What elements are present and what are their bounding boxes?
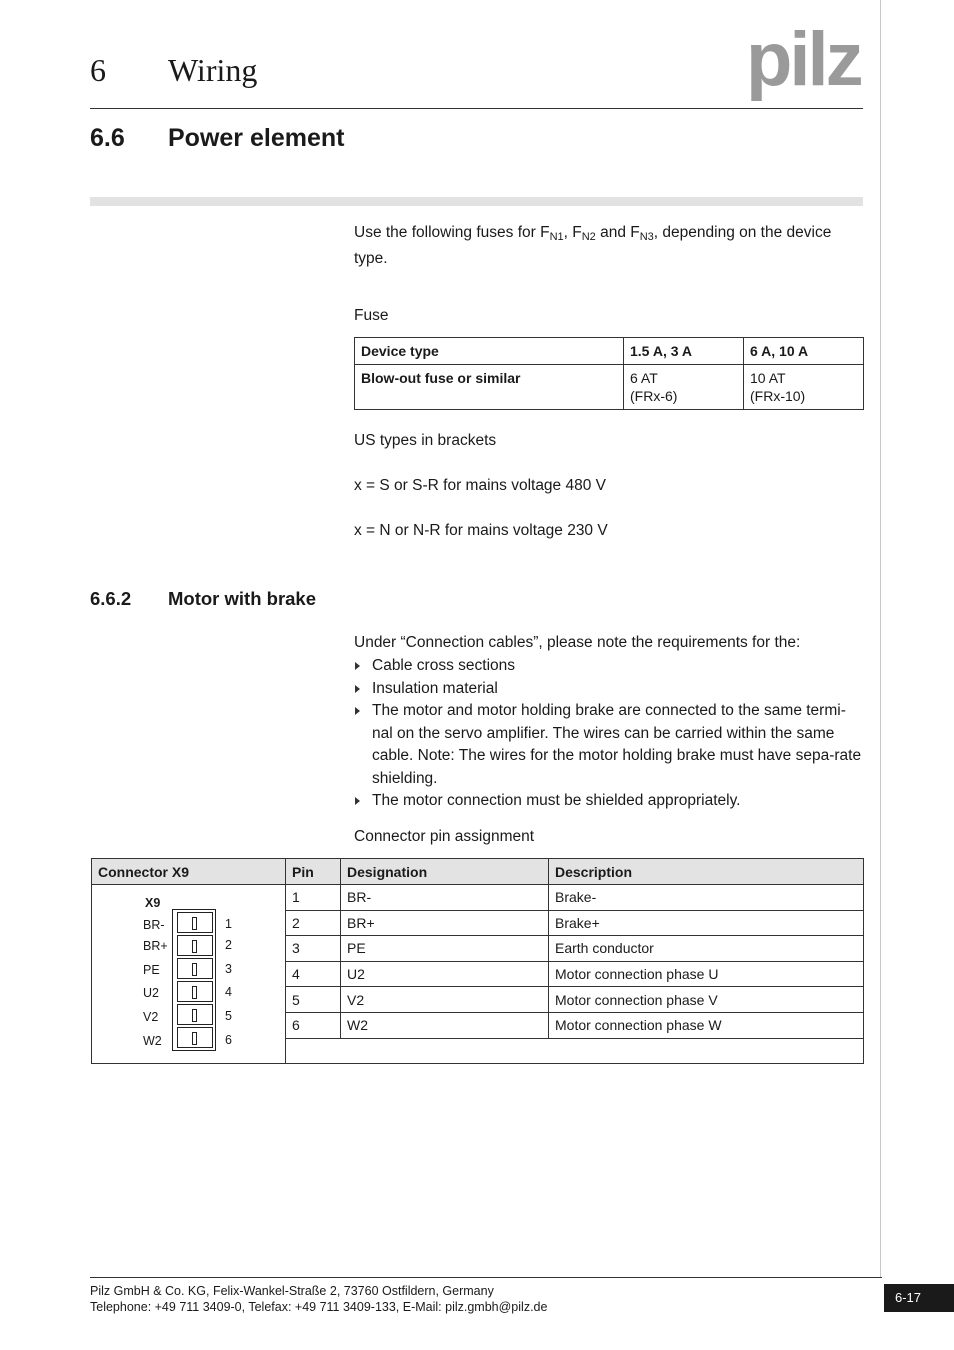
signal-label: BR-	[143, 918, 165, 932]
table-cell: 4	[286, 961, 341, 987]
pin-contact	[192, 986, 197, 999]
table-header-cell: Connector X9	[92, 859, 286, 885]
pin-contact	[192, 917, 197, 930]
table-header-cell: Device type	[355, 338, 624, 365]
table-cell: Blow-out fuse or similar	[355, 365, 624, 410]
list-item: Cable cross sections	[354, 655, 864, 678]
footer-rule	[90, 1277, 882, 1278]
connector-slot	[177, 935, 213, 956]
signal-label: W2	[143, 1034, 162, 1048]
table-cell: 6	[286, 1012, 341, 1038]
pin-number: 2	[225, 938, 232, 952]
pin-contact	[192, 940, 197, 953]
pin-caption: Connector pin assignment	[354, 828, 535, 845]
table-header-cell: Designation	[341, 859, 549, 885]
note-230v: x = N or N-R for mains voltage 230 V	[354, 522, 608, 539]
footer-address: Pilz GmbH & Co. KG, Felix-Wankel-Straße 2, 73760 Ostfildern, Germany Telephone: +49 711 3409-0, Telefax: +49 711 3409-133, E-Mail: pilz.gmbh@pilz.de	[90, 1284, 548, 1314]
pin-number: 5	[225, 1009, 232, 1023]
table-cell: V2	[341, 987, 549, 1013]
pin-table	[91, 858, 864, 1064]
table-row	[355, 365, 864, 410]
table-cell: Motor connection phase W	[549, 1012, 864, 1038]
pin-number: 4	[225, 985, 232, 999]
connector-slot	[177, 958, 213, 979]
table-cell: U2	[341, 961, 549, 987]
table-cell: Motor connection phase U	[549, 961, 864, 987]
connector-label: X9	[145, 896, 161, 910]
page-number: 6-17	[884, 1284, 954, 1312]
table-cell-empty	[286, 1038, 864, 1064]
pilz-logo: pilz	[746, 17, 861, 102]
connector-slot	[177, 912, 213, 933]
bullet-arrow-icon	[355, 662, 360, 670]
table-cell: 1	[286, 885, 341, 911]
section-number: 6.6	[90, 124, 125, 152]
table-header-cell: Description	[549, 859, 864, 885]
connector-slot	[177, 1027, 213, 1048]
table-cell: PE	[341, 936, 549, 962]
signal-label: U2	[143, 986, 159, 1000]
connector-x9-diagram	[92, 885, 284, 1063]
connector-slot	[177, 981, 213, 1002]
intro-paragraph: Use the following fuses for $F_{N1}$, $F_{N2}$ and $F_{N3}$, depending on the device type.	[354, 224, 832, 267]
table-header-cell: 1.5 A, 3 A	[624, 338, 744, 365]
table-cell: 2	[286, 910, 341, 936]
bullet-arrow-icon	[355, 685, 360, 693]
page-edge-line	[880, 0, 881, 1278]
signal-label: V2	[143, 1010, 159, 1024]
table-header-row	[92, 859, 864, 885]
note-us-types: US types in brackets	[354, 432, 497, 449]
section-title: Power element	[168, 124, 345, 152]
table-cell: Motor connection phase V	[549, 987, 864, 1013]
table-cell: BR+	[341, 910, 549, 936]
table-cell: 3	[286, 936, 341, 962]
table-cell: Brake-	[549, 885, 864, 911]
table-cell: 5	[286, 987, 341, 1013]
fuse-table	[354, 337, 864, 410]
signal-label: PE	[143, 963, 160, 977]
table-header-cell: Pin	[286, 859, 341, 885]
connector-diagram-cell	[92, 885, 286, 1064]
list-item: The motor connection must be shielded appropriately.	[354, 790, 864, 813]
lead-text: Under “Connection cables”, please note the requirements for the:	[354, 634, 801, 651]
table-cell: BR-	[341, 885, 549, 911]
bullet-arrow-icon	[355, 797, 360, 805]
connector-slot	[177, 1004, 213, 1025]
subsection-title: Motor with brake	[168, 588, 317, 609]
subsection-number: 6.6.2	[90, 588, 132, 609]
table-row	[92, 885, 864, 911]
list-item: Insulation material	[354, 678, 864, 701]
pin-contact	[192, 963, 197, 976]
table-cell: 10 AT (FRx-10)	[744, 365, 864, 410]
table-header-row	[355, 338, 864, 365]
signal-label: BR+	[143, 939, 168, 953]
pin-number: 6	[225, 1033, 232, 1047]
pin-number: 1	[225, 917, 232, 931]
header-rule	[90, 108, 863, 109]
pin-contact	[192, 1032, 197, 1045]
section-band	[90, 197, 863, 206]
pin-number: 3	[225, 962, 232, 976]
table-cell: W2	[341, 1012, 549, 1038]
chapter-number: 6	[90, 52, 106, 88]
table-cell: Earth conductor	[549, 936, 864, 962]
list-item: The motor and motor holding brake are connected to the same termi-nal on the servo amplifier. The wires can be carried within the same cable. Note: The wires for the motor holding brake must have sepa-rate shielding.	[354, 700, 864, 790]
table-cell: 6 AT (FRx-6)	[624, 365, 744, 410]
table-cell: Brake+	[549, 910, 864, 936]
note-480v: x = S or S-R for mains voltage 480 V	[354, 477, 606, 494]
chapter-title: Wiring	[168, 52, 258, 88]
fuse-caption: Fuse	[354, 307, 389, 324]
requirements-list	[354, 655, 864, 813]
pin-contact	[192, 1009, 197, 1022]
table-header-cell: 6 A, 10 A	[744, 338, 864, 365]
bullet-arrow-icon	[355, 707, 360, 715]
